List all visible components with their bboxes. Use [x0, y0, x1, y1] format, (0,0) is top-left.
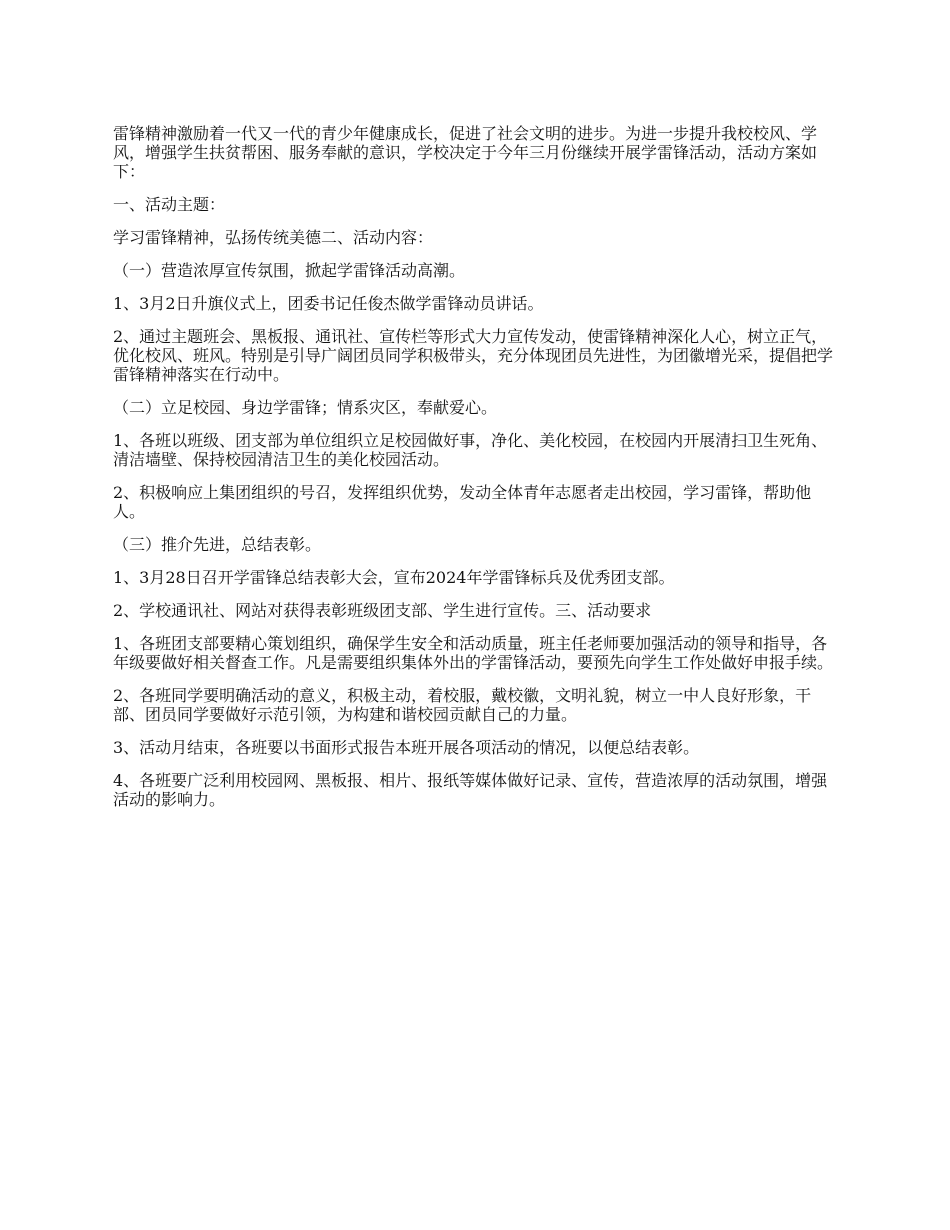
- subsection-heading-1: （一）营造浓厚宣传氛围，掀起学雷锋活动高潮。: [113, 261, 466, 280]
- subsection-heading-3: （三）推介先进，总结表彰。: [113, 535, 322, 554]
- intro-paragraph: 雷锋精神激励着一代又一代的青少年健康成长，促进了社会文明的进步。为进一步提升我校校风、学风，增强学生扶贫帮困、服务奉献的意识，学校决定于今年三月份继续开展学雷锋活动，活动方案如下：: [113, 124, 818, 181]
- list-item: 1、3月28日召开学雷锋总结表彰大会，宣布2024年学雷锋标兵及优秀团支部。: [113, 568, 675, 587]
- document-body: [113, 124, 841, 823]
- list-item: 2、积极响应上集团组织的号召，发挥组织优势，发动全体青年志愿者走出校园，学习雷锋，帮助他人。: [113, 483, 812, 521]
- subsection-heading-2: （二）立足校园、身边学雷锋；情系灾区，奉献爱心。: [113, 398, 498, 417]
- list-item: 2、通过主题班会、黑板报、通讯社、宣传栏等形式大力宣传发动，使雷锋精神深化人心，树立正气，优化校风、班风。特别是引导广阔团员同学积极带头，充分体现团员先进性，为团徽增光采，提倡把学雷锋精神落实在行动中。: [113, 327, 834, 384]
- list-item: 4、各班要广泛利用校园网、黑板报、相片、报纸等媒体做好记录、宣传，营造浓厚的活动氛围，增强活动的影响力。: [113, 771, 828, 809]
- list-item: 1、各班以班级、团支部为单位组织立足校园做好事，净化、美化校园，在校园内开展清扫卫生死角、清洁墙壁、保持校园清洁卫生的美化校园活动。: [113, 431, 828, 469]
- list-item: 2、学校通讯社、网站对获得表彰班级团支部、学生进行宣传。三、活动要求: [113, 601, 652, 620]
- list-item: 2、各班同学要明确活动的意义，积极主动，着校服，戴校徽，文明礼貌，树立一中人良好形象，干部、团员同学要做好示范引领，为构建和谐校园贡献自己的力量。: [113, 686, 812, 724]
- section-heading-theme: 一、活动主题：: [113, 195, 226, 214]
- list-item: 1、各班团支部要精心策划组织，确保学生安全和活动质量，班主任老师要加强活动的领导和指导，各年级要做好相关督查工作。凡是需要组织集体外出的学雷锋活动，要预先向学生工作处做好申报手续。: [113, 634, 834, 672]
- list-item: 1、3月2日升旗仪式上，团委书记任俊杰做学雷锋动员讲话。: [113, 294, 544, 313]
- list-item: 3、活动月结束，各班要以书面形式报告本班开展各项活动的情况，以便总结表彰。: [113, 738, 700, 757]
- theme-paragraph: 学习雷锋精神，弘扬传统美德二、活动内容：: [113, 228, 434, 247]
